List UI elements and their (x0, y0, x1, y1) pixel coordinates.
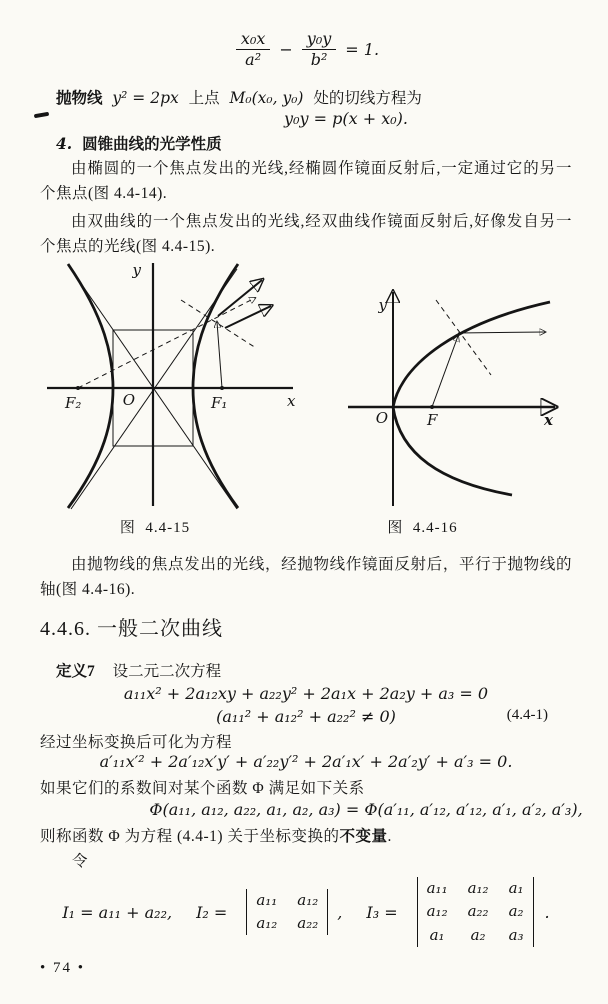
fraction-numerator: x₀x (236, 30, 270, 50)
section-heading: 4.4.6. 一般二次曲线 (40, 618, 223, 640)
figure-caption: 图 4.4-15 (119, 520, 191, 536)
focus1-point (220, 386, 224, 390)
equation-transformed: a′₁₁x′² + 2a′₁₂x′y′ + a′₂₂y′² + 2a′₁x′ + 2a′₂y′ + a′₃ = 0. (99, 752, 513, 771)
focus1-label: F₁ (211, 394, 228, 412)
parabola-equation: y² = 2px (112, 89, 179, 107)
equation-constraint: (a₁₁² + a₁₂² + a₂₂² ≠ 0) (216, 707, 396, 726)
ray-from-focus2-dashed (78, 298, 255, 388)
equation-phi-invariance: Φ(a₁₁, a₁₂, a₂₂, a₁, a₂, a₃) = Φ(a′₁₁, a′₁₂, a′₁₂, a′₁, a′₂, a′₃), (149, 800, 583, 819)
matrix-cell: a₁₂ (297, 890, 319, 909)
equation-hyperbola-tangent (40, 30, 572, 70)
determinant-3x3 (417, 877, 534, 947)
fraction-denominator: b² (310, 50, 328, 70)
hyperbola-left-branch (68, 264, 113, 508)
equation-parabola-tangent (40, 109, 608, 128)
determinant-2x2 (246, 889, 328, 936)
focus-label: F (427, 411, 438, 429)
paragraph-ellipse-optics: 由椭圆的一个焦点发出的光线,经椭圆作镜面反射后,一定通过它的另一个焦点(图 4.4-14). (40, 160, 572, 202)
point-expression: M₀(x₀, y₀) (229, 89, 304, 107)
equation-general-quadratic: a₁₁x² + 2a₁₂xy + a₂₂y² + 2a₁x + 2a₂y + a₃ = 0 (123, 684, 489, 703)
focus2-point (76, 386, 80, 390)
paragraph-hyperbola-optics: 由双曲线的一个焦点发出的光线,经双曲线作镜面反射后,好像发自另一个焦点的光线(图 4.4-15). (40, 213, 572, 255)
x-axis-label: x (544, 411, 553, 429)
parabola-curve (393, 302, 550, 495)
let-label: 令 (72, 853, 88, 870)
paragraph-parabola-optics: 由抛物线的焦点发出的光线，经抛物线作镜面反射后，平行于抛物线的轴(图 4.4-16). (40, 556, 572, 598)
term-parabola: 抛物线 (56, 90, 103, 107)
invariant-i1: I₁ = a₁₁ + a₂₂, (62, 902, 173, 922)
tangent-line-dashed (436, 300, 491, 375)
definition-line (56, 660, 221, 684)
figure-caption: 图 4.4-16 (387, 520, 458, 536)
invariant-text-post: . (387, 828, 392, 845)
page-number: • 74 • (40, 960, 86, 976)
ray-focus1-to-point (217, 322, 222, 388)
invariant-i2-comma: , (337, 902, 343, 922)
matrix-cell: a₁ (429, 925, 445, 944)
definition-text: 设二元二次方程 (112, 663, 222, 680)
sentence-mid: 上点 (188, 90, 220, 107)
fraction-y-term (302, 30, 337, 70)
invariants-row (40, 868, 572, 956)
equation-number: (4.4-1) (506, 707, 548, 723)
matrix-cell: a₁₁ (256, 890, 278, 909)
matrix-cell: a₁₂ (256, 914, 278, 932)
hyperbola-right-branch (193, 264, 238, 508)
definition-label: 定义7 (56, 663, 95, 680)
matrix-cell: a₁ (508, 879, 524, 898)
minus-operator: − (279, 40, 293, 60)
figure-hyperbola-optics (35, 258, 320, 510)
y-axis-label: y (378, 296, 387, 314)
focus2-label: F₂ (65, 394, 82, 412)
invariant-i3-lhs: I₃ = (366, 902, 398, 922)
fraction-numerator: y₀y (302, 30, 337, 50)
sentence-tail: 处的切线方程为 (313, 90, 422, 107)
invariant-text-pre: 则称函数 Φ 为方程 (4.4-1) 关于坐标变换的 (40, 828, 340, 845)
invariant-i2-lhs: I₂ = (196, 902, 228, 922)
tangent-equation: y₀y = p(x + x₀). (284, 109, 408, 128)
paragraph-transform: 经过坐标变换后可化为方程 (40, 734, 233, 751)
paragraph-phi-condition: 如果它们的系数间对某个函数 Φ 满足如下关系 (40, 780, 365, 797)
reflected-ray-parallel-axis (458, 332, 545, 333)
paragraph-invariant-definition (40, 824, 572, 849)
origin-label: O (375, 409, 388, 427)
figure-parabola-optics (340, 262, 605, 510)
fraction-x-term (236, 30, 270, 70)
matrix-cell: a₂ (470, 925, 486, 944)
optics-heading-text: 圆锥曲线的光学性质 (82, 136, 222, 153)
y-axis-label: y (132, 261, 141, 279)
matrix-cell: a₂ (508, 902, 524, 921)
matrix-cell: a₂₂ (297, 914, 319, 932)
optics-heading-number: 4. (56, 134, 73, 153)
matrix-cell: a₁₁ (426, 879, 448, 898)
fraction-denominator: a² (245, 50, 262, 70)
equation-rhs: = 1. (345, 40, 380, 60)
matrix-cell: a₁₂ (426, 902, 448, 921)
equation-constraint-row (40, 707, 572, 726)
optics-heading (56, 132, 222, 157)
matrix-cell: a₁₂ (467, 879, 489, 898)
invariant-i3-period: . (544, 902, 550, 922)
ray-focus-to-point (432, 336, 458, 407)
x-axis-label: x (287, 392, 296, 410)
origin-label: O (122, 391, 135, 409)
invariant-term-bold: 不变量 (339, 828, 388, 845)
matrix-cell: a₃ (508, 925, 524, 944)
matrix-cell: a₂₂ (467, 902, 489, 921)
parabola-tangent-sentence (56, 86, 422, 111)
focus-point (430, 405, 434, 409)
